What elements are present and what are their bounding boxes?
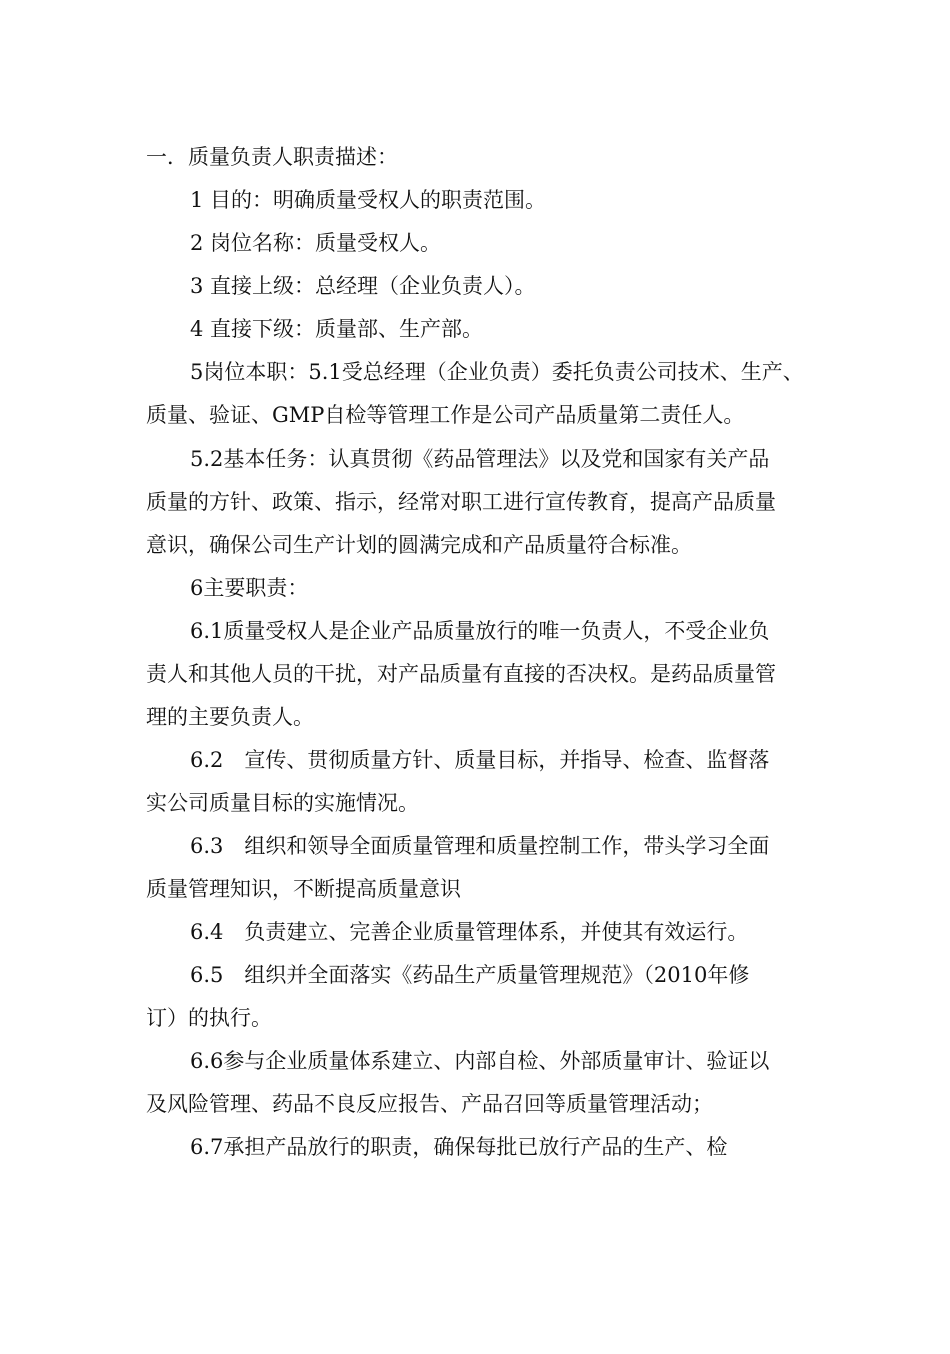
duty-6-3-cont: 质量管理知识，不断提高质量意识 (146, 877, 461, 901)
duty-6-5: 6.5 组织并全面落实《药品生产质量管理规范》（2010年修 (190, 963, 750, 987)
item-main-duties: 6主要职责： (190, 576, 309, 600)
item-basic-task: 5.2基本任务：认真贯彻《药品管理法》以及党和国家有关产品 (190, 447, 770, 471)
duty-6-2: 6.2 宣传、贯彻质量方针、质量目标，并指导、检查、监督落 (190, 748, 770, 772)
item-basic-task-cont-2: 意识，确保公司生产计划的圆满完成和产品质量符合标准。 (146, 533, 692, 557)
duty-6-1: 6.1质量受权人是企业产品质量放行的唯一负责人，不受企业负 (190, 619, 770, 643)
duty-6-7: 6.7承担产品放行的职责，确保每批已放行产品的生产、检 (190, 1135, 728, 1159)
item-position-duty-cont: 质量、验证、GMP自检等管理工作是公司产品质量第二责任人。 (146, 403, 745, 427)
item-position-duty: 5岗位本职：5.1受总经理（企业负责）委托负责公司技术、生产、 (190, 360, 804, 384)
item-position-name: 2 岗位名称：质量受权人。 (190, 231, 442, 255)
duty-6-6-cont: 及风险管理、药品不良反应报告、产品召回等质量管理活动； (146, 1092, 713, 1116)
duty-6-1-cont-2: 理的主要负责人。 (146, 705, 314, 729)
section-heading: 一．质量负责人职责描述： (146, 145, 398, 169)
duty-6-2-cont: 实公司质量目标的实施情况。 (146, 791, 419, 815)
duty-6-3: 6.3 组织和领导全面质量管理和质量控制工作，带头学习全面 (190, 834, 770, 858)
duty-6-6: 6.6参与企业质量体系建立、内部自检、外部质量审计、验证以 (190, 1049, 770, 1073)
item-direct-superior: 3 直接上级：总经理（企业负责人）。 (190, 274, 536, 298)
item-direct-subordinate: 4 直接下级：质量部、生产部。 (190, 317, 484, 341)
duty-6-5-cont: 订）的执行。 (146, 1006, 272, 1030)
item-basic-task-cont-1: 质量的方针、政策、指示，经常对职工进行宣传教育，提高产品质量 (146, 490, 776, 514)
duty-6-1-cont-1: 责人和其他人员的干扰，对产品质量有直接的否决权。是药品质量管 (146, 662, 776, 686)
duty-6-4: 6.4 负责建立、完善企业质量管理体系，并使其有效运行。 (190, 920, 749, 944)
item-purpose: 1 目的：明确质量受权人的职责范围。 (190, 188, 547, 212)
